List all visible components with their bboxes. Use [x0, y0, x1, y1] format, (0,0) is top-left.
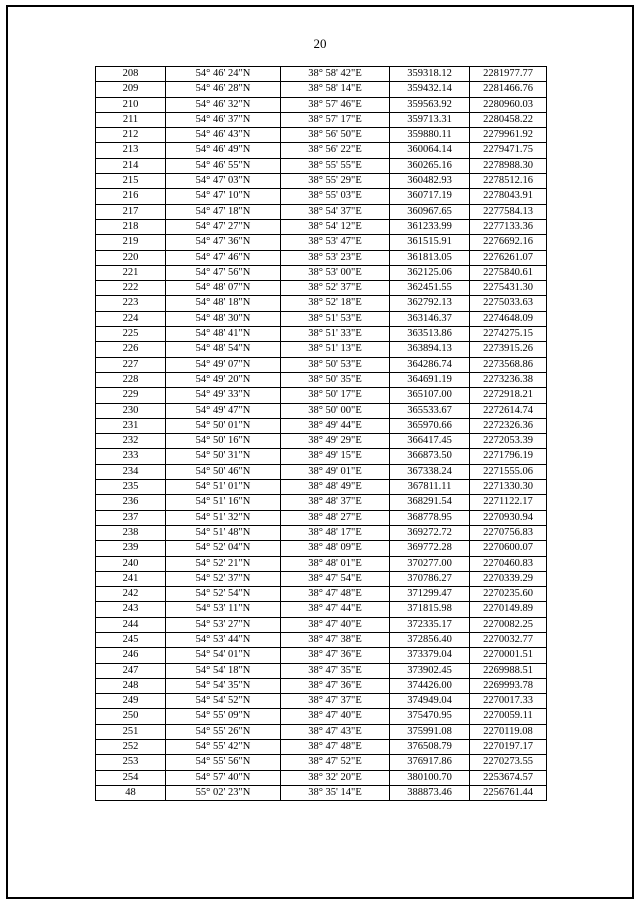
cell-point-number: 238	[96, 525, 166, 540]
cell-coordinate-x: 372335.17	[390, 617, 470, 632]
cell-longitude: 38° 54' 12"E	[281, 219, 390, 234]
cell-latitude: 54° 46' 28"N	[166, 82, 281, 97]
cell-coordinate-x: 376508.79	[390, 740, 470, 755]
table-row	[96, 235, 547, 250]
coordinate-table-body	[96, 67, 547, 801]
cell-point-number: 240	[96, 556, 166, 571]
cell-longitude: 38° 51' 13"E	[281, 342, 390, 357]
cell-point-number: 219	[96, 235, 166, 250]
cell-latitude: 54° 53' 44"N	[166, 632, 281, 647]
cell-coordinate-y: 2270339.29	[470, 571, 547, 586]
cell-coordinate-x: 361233.99	[390, 219, 470, 234]
cell-longitude: 38° 50' 53"E	[281, 357, 390, 372]
cell-coordinate-x: 369772.28	[390, 541, 470, 556]
table-row	[96, 204, 547, 219]
cell-point-number: 250	[96, 709, 166, 724]
cell-latitude: 54° 55' 42"N	[166, 740, 281, 755]
cell-latitude: 54° 48' 30"N	[166, 311, 281, 326]
cell-latitude: 54° 46' 55"N	[166, 158, 281, 173]
table-row	[96, 189, 547, 204]
table-row	[96, 571, 547, 586]
cell-longitude: 38° 55' 29"E	[281, 174, 390, 189]
cell-point-number: 214	[96, 158, 166, 173]
cell-coordinate-x: 376917.86	[390, 755, 470, 770]
cell-latitude: 54° 47' 46"N	[166, 250, 281, 265]
table-row	[96, 219, 547, 234]
table-row	[96, 327, 547, 342]
cell-latitude: 54° 46' 49"N	[166, 143, 281, 158]
cell-point-number: 226	[96, 342, 166, 357]
cell-longitude: 38° 48' 37"E	[281, 495, 390, 510]
table-row	[96, 480, 547, 495]
table-row	[96, 709, 547, 724]
cell-latitude: 54° 47' 18"N	[166, 204, 281, 219]
table-row	[96, 67, 547, 82]
cell-longitude: 38° 52' 18"E	[281, 296, 390, 311]
cell-coordinate-y: 2270756.83	[470, 525, 547, 540]
cell-coordinate-x: 365533.67	[390, 403, 470, 418]
table-row	[96, 418, 547, 433]
cell-coordinate-y: 2271555.06	[470, 464, 547, 479]
cell-coordinate-x: 373379.04	[390, 648, 470, 663]
cell-coordinate-y: 2270273.55	[470, 755, 547, 770]
cell-latitude: 54° 46' 43"N	[166, 128, 281, 143]
cell-latitude: 54° 51' 32"N	[166, 510, 281, 525]
cell-coordinate-y: 2275840.61	[470, 265, 547, 280]
cell-coordinate-x: 359713.31	[390, 112, 470, 127]
cell-latitude: 54° 49' 47"N	[166, 403, 281, 418]
cell-longitude: 38° 48' 49"E	[281, 480, 390, 495]
cell-latitude: 54° 48' 41"N	[166, 327, 281, 342]
table-row	[96, 785, 547, 800]
table-row	[96, 648, 547, 663]
cell-coordinate-y: 2275033.63	[470, 296, 547, 311]
cell-coordinate-y: 2270017.33	[470, 694, 547, 709]
cell-coordinate-y: 2270930.94	[470, 510, 547, 525]
cell-coordinate-x: 375991.08	[390, 724, 470, 739]
table-row	[96, 296, 547, 311]
cell-latitude: 54° 54' 52"N	[166, 694, 281, 709]
table-row	[96, 617, 547, 632]
cell-latitude: 54° 50' 16"N	[166, 434, 281, 449]
cell-point-number: 224	[96, 311, 166, 326]
cell-latitude: 54° 52' 04"N	[166, 541, 281, 556]
cell-latitude: 54° 53' 11"N	[166, 602, 281, 617]
cell-coordinate-x: 362125.06	[390, 265, 470, 280]
cell-coordinate-x: 359563.92	[390, 97, 470, 112]
table-row	[96, 250, 547, 265]
cell-coordinate-y: 2272918.21	[470, 388, 547, 403]
cell-longitude: 38° 55' 55"E	[281, 158, 390, 173]
cell-longitude: 38° 47' 44"E	[281, 602, 390, 617]
cell-coordinate-x: 360064.14	[390, 143, 470, 158]
cell-latitude: 54° 55' 09"N	[166, 709, 281, 724]
cell-latitude: 54° 52' 37"N	[166, 571, 281, 586]
cell-longitude: 38° 47' 52"E	[281, 755, 390, 770]
cell-latitude: 54° 51' 16"N	[166, 495, 281, 510]
cell-point-number: 208	[96, 67, 166, 82]
cell-longitude: 38° 58' 14"E	[281, 82, 390, 97]
cell-longitude: 38° 47' 48"E	[281, 587, 390, 602]
table-row	[96, 403, 547, 418]
cell-latitude: 54° 52' 21"N	[166, 556, 281, 571]
cell-point-number: 235	[96, 480, 166, 495]
cell-latitude: 54° 51' 48"N	[166, 525, 281, 540]
cell-latitude: 54° 50' 01"N	[166, 418, 281, 433]
cell-latitude: 54° 48' 07"N	[166, 281, 281, 296]
cell-coordinate-x: 372856.40	[390, 632, 470, 647]
cell-latitude: 54° 49' 33"N	[166, 388, 281, 403]
cell-longitude: 38° 58' 42"E	[281, 67, 390, 82]
cell-point-number: 253	[96, 755, 166, 770]
table-row	[96, 112, 547, 127]
cell-coordinate-x: 359432.14	[390, 82, 470, 97]
cell-coordinate-y: 2270119.08	[470, 724, 547, 739]
table-row	[96, 388, 547, 403]
cell-coordinate-y: 2270059.11	[470, 709, 547, 724]
cell-coordinate-y: 2273236.38	[470, 372, 547, 387]
cell-latitude: 54° 46' 24"N	[166, 67, 281, 82]
cell-coordinate-y: 2273568.86	[470, 357, 547, 372]
cell-longitude: 38° 53' 23"E	[281, 250, 390, 265]
cell-point-number: 233	[96, 449, 166, 464]
cell-coordinate-x: 359880.11	[390, 128, 470, 143]
cell-coordinate-x: 362792.13	[390, 296, 470, 311]
table-row	[96, 556, 547, 571]
cell-longitude: 38° 53' 00"E	[281, 265, 390, 280]
cell-coordinate-y: 2281977.77	[470, 67, 547, 82]
cell-longitude: 38° 51' 33"E	[281, 327, 390, 342]
cell-longitude: 38° 47' 37"E	[281, 694, 390, 709]
table-row	[96, 174, 547, 189]
cell-latitude: 54° 50' 31"N	[166, 449, 281, 464]
table-row	[96, 495, 547, 510]
cell-point-number: 236	[96, 495, 166, 510]
table-row	[96, 724, 547, 739]
table-row	[96, 311, 547, 326]
cell-latitude: 54° 55' 26"N	[166, 724, 281, 739]
cell-point-number: 213	[96, 143, 166, 158]
cell-point-number: 227	[96, 357, 166, 372]
cell-point-number: 234	[96, 464, 166, 479]
cell-longitude: 38° 47' 36"E	[281, 678, 390, 693]
cell-longitude: 38° 52' 37"E	[281, 281, 390, 296]
cell-longitude: 38° 49' 01"E	[281, 464, 390, 479]
cell-coordinate-x: 360265.16	[390, 158, 470, 173]
cell-latitude: 54° 51' 01"N	[166, 480, 281, 495]
cell-point-number: 232	[96, 434, 166, 449]
cell-longitude: 38° 47' 40"E	[281, 617, 390, 632]
coordinate-table	[95, 66, 547, 801]
cell-coordinate-x: 361515.91	[390, 235, 470, 250]
cell-point-number: 209	[96, 82, 166, 97]
cell-coordinate-y: 2270001.51	[470, 648, 547, 663]
table-row	[96, 525, 547, 540]
table-row	[96, 678, 547, 693]
cell-coordinate-x: 361813.05	[390, 250, 470, 265]
cell-coordinate-x: 373902.45	[390, 663, 470, 678]
cell-coordinate-x: 363894.13	[390, 342, 470, 357]
cell-point-number: 251	[96, 724, 166, 739]
table-row	[96, 587, 547, 602]
cell-point-number: 220	[96, 250, 166, 265]
cell-point-number: 247	[96, 663, 166, 678]
cell-coordinate-y: 2269993.78	[470, 678, 547, 693]
cell-latitude: 54° 47' 10"N	[166, 189, 281, 204]
cell-coordinate-y: 2271122.17	[470, 495, 547, 510]
table-row	[96, 755, 547, 770]
table-row	[96, 510, 547, 525]
cell-point-number: 228	[96, 372, 166, 387]
cell-latitude: 54° 54' 01"N	[166, 648, 281, 663]
cell-coordinate-y: 2270235.60	[470, 587, 547, 602]
table-row	[96, 281, 547, 296]
cell-point-number: 241	[96, 571, 166, 586]
cell-coordinate-x: 365970.66	[390, 418, 470, 433]
cell-longitude: 38° 47' 35"E	[281, 663, 390, 678]
cell-coordinate-y: 2278043.91	[470, 189, 547, 204]
cell-coordinate-y: 2256761.44	[470, 785, 547, 800]
cell-latitude: 54° 48' 18"N	[166, 296, 281, 311]
table-row	[96, 265, 547, 280]
cell-coordinate-y: 2274275.15	[470, 327, 547, 342]
cell-longitude: 38° 50' 17"E	[281, 388, 390, 403]
cell-coordinate-y: 2274648.09	[470, 311, 547, 326]
cell-coordinate-y: 2273915.26	[470, 342, 547, 357]
cell-coordinate-y: 2278512.16	[470, 174, 547, 189]
cell-longitude: 38° 57' 17"E	[281, 112, 390, 127]
cell-latitude: 54° 49' 20"N	[166, 372, 281, 387]
cell-point-number: 248	[96, 678, 166, 693]
cell-point-number: 245	[96, 632, 166, 647]
cell-longitude: 38° 47' 54"E	[281, 571, 390, 586]
cell-point-number: 215	[96, 174, 166, 189]
cell-latitude: 54° 46' 37"N	[166, 112, 281, 127]
table-row	[96, 449, 547, 464]
cell-coordinate-y: 2271330.30	[470, 480, 547, 495]
table-row	[96, 372, 547, 387]
cell-longitude: 38° 48' 27"E	[281, 510, 390, 525]
table-row	[96, 770, 547, 785]
cell-point-number: 221	[96, 265, 166, 280]
cell-coordinate-y: 2269988.51	[470, 663, 547, 678]
cell-longitude: 38° 48' 01"E	[281, 556, 390, 571]
cell-point-number: 254	[96, 770, 166, 785]
cell-point-number: 243	[96, 602, 166, 617]
cell-longitude: 38° 49' 29"E	[281, 434, 390, 449]
cell-coordinate-y: 2270600.07	[470, 541, 547, 556]
table-row	[96, 128, 547, 143]
cell-coordinate-x: 380100.70	[390, 770, 470, 785]
table-row	[96, 342, 547, 357]
cell-longitude: 38° 48' 17"E	[281, 525, 390, 540]
cell-coordinate-x: 368778.95	[390, 510, 470, 525]
cell-coordinate-x: 375470.95	[390, 709, 470, 724]
cell-longitude: 38° 54' 37"E	[281, 204, 390, 219]
cell-coordinate-y: 2270460.83	[470, 556, 547, 571]
cell-coordinate-x: 369272.72	[390, 525, 470, 540]
cell-latitude: 54° 49' 07"N	[166, 357, 281, 372]
cell-coordinate-y: 2278988.30	[470, 158, 547, 173]
cell-coordinate-x: 367338.24	[390, 464, 470, 479]
table-row	[96, 357, 547, 372]
cell-coordinate-y: 2277584.13	[470, 204, 547, 219]
cell-coordinate-x: 363146.37	[390, 311, 470, 326]
cell-coordinate-y: 2279471.75	[470, 143, 547, 158]
cell-point-number: 210	[96, 97, 166, 112]
cell-coordinate-y: 2272614.74	[470, 403, 547, 418]
cell-latitude: 55° 02' 23"N	[166, 785, 281, 800]
cell-point-number: 48	[96, 785, 166, 800]
cell-coordinate-x: 368291.54	[390, 495, 470, 510]
cell-latitude: 54° 54' 18"N	[166, 663, 281, 678]
cell-latitude: 54° 48' 54"N	[166, 342, 281, 357]
cell-coordinate-x: 364286.74	[390, 357, 470, 372]
cell-longitude: 38° 49' 15"E	[281, 449, 390, 464]
cell-point-number: 242	[96, 587, 166, 602]
cell-coordinate-y: 2253674.57	[470, 770, 547, 785]
cell-longitude: 38° 57' 46"E	[281, 97, 390, 112]
cell-coordinate-y: 2270032.77	[470, 632, 547, 647]
cell-point-number: 246	[96, 648, 166, 663]
cell-longitude: 38° 50' 35"E	[281, 372, 390, 387]
cell-latitude: 54° 47' 36"N	[166, 235, 281, 250]
cell-coordinate-y: 2277133.36	[470, 219, 547, 234]
table-row	[96, 740, 547, 755]
cell-longitude: 38° 55' 03"E	[281, 189, 390, 204]
cell-longitude: 38° 47' 40"E	[281, 709, 390, 724]
cell-longitude: 38° 47' 43"E	[281, 724, 390, 739]
table-row	[96, 632, 547, 647]
cell-longitude: 38° 48' 09"E	[281, 541, 390, 556]
table-row	[96, 434, 547, 449]
cell-coordinate-y: 2270082.25	[470, 617, 547, 632]
cell-coordinate-x: 360482.93	[390, 174, 470, 189]
cell-coordinate-x: 364691.19	[390, 372, 470, 387]
cell-point-number: 216	[96, 189, 166, 204]
cell-point-number: 231	[96, 418, 166, 433]
cell-latitude: 54° 54' 35"N	[166, 678, 281, 693]
cell-coordinate-x: 366417.45	[390, 434, 470, 449]
cell-coordinate-x: 388873.46	[390, 785, 470, 800]
cell-coordinate-x: 371299.47	[390, 587, 470, 602]
cell-coordinate-y: 2270197.17	[470, 740, 547, 755]
table-row	[96, 82, 547, 97]
cell-point-number: 229	[96, 388, 166, 403]
cell-longitude: 38° 56' 50"E	[281, 128, 390, 143]
cell-coordinate-y: 2276692.16	[470, 235, 547, 250]
cell-point-number: 230	[96, 403, 166, 418]
cell-point-number: 217	[96, 204, 166, 219]
cell-coordinate-y: 2270149.89	[470, 602, 547, 617]
cell-longitude: 38° 47' 48"E	[281, 740, 390, 755]
cell-longitude: 38° 49' 44"E	[281, 418, 390, 433]
cell-point-number: 252	[96, 740, 166, 755]
table-row	[96, 663, 547, 678]
cell-latitude: 54° 52' 54"N	[166, 587, 281, 602]
cell-coordinate-x: 365107.00	[390, 388, 470, 403]
cell-longitude: 38° 47' 38"E	[281, 632, 390, 647]
cell-coordinate-x: 363513.86	[390, 327, 470, 342]
cell-coordinate-y: 2280960.03	[470, 97, 547, 112]
cell-coordinate-y: 2271796.19	[470, 449, 547, 464]
cell-coordinate-x: 370277.00	[390, 556, 470, 571]
cell-coordinate-x: 374426.00	[390, 678, 470, 693]
cell-coordinate-y: 2275431.30	[470, 281, 547, 296]
cell-longitude: 38° 53' 47"E	[281, 235, 390, 250]
cell-point-number: 239	[96, 541, 166, 556]
cell-coordinate-x: 366873.50	[390, 449, 470, 464]
cell-point-number: 244	[96, 617, 166, 632]
cell-latitude: 54° 46' 32"N	[166, 97, 281, 112]
table-row	[96, 97, 547, 112]
table-row	[96, 694, 547, 709]
cell-longitude: 38° 32' 20"E	[281, 770, 390, 785]
cell-point-number: 237	[96, 510, 166, 525]
cell-coordinate-y: 2272053.39	[470, 434, 547, 449]
cell-longitude: 38° 50' 00"E	[281, 403, 390, 418]
cell-coordinate-y: 2279961.92	[470, 128, 547, 143]
cell-longitude: 38° 35' 14"E	[281, 785, 390, 800]
table-row	[96, 602, 547, 617]
cell-coordinate-x: 370786.27	[390, 571, 470, 586]
cell-coordinate-y: 2276261.07	[470, 250, 547, 265]
table-row	[96, 541, 547, 556]
table-row	[96, 158, 547, 173]
cell-coordinate-y: 2272326.36	[470, 418, 547, 433]
cell-point-number: 211	[96, 112, 166, 127]
cell-longitude: 38° 56' 22"E	[281, 143, 390, 158]
cell-point-number: 222	[96, 281, 166, 296]
cell-point-number: 212	[96, 128, 166, 143]
cell-coordinate-x: 367811.11	[390, 480, 470, 495]
cell-longitude: 38° 47' 36"E	[281, 648, 390, 663]
cell-coordinate-x: 371815.98	[390, 602, 470, 617]
cell-point-number: 249	[96, 694, 166, 709]
cell-latitude: 54° 47' 03"N	[166, 174, 281, 189]
cell-latitude: 54° 47' 56"N	[166, 265, 281, 280]
page-number: 20	[313, 36, 327, 51]
cell-point-number: 223	[96, 296, 166, 311]
cell-latitude: 54° 50' 46"N	[166, 464, 281, 479]
cell-latitude: 54° 57' 40"N	[166, 770, 281, 785]
cell-point-number: 218	[96, 219, 166, 234]
cell-coordinate-x: 359318.12	[390, 67, 470, 82]
cell-coordinate-x: 374949.04	[390, 694, 470, 709]
cell-longitude: 38° 51' 53"E	[281, 311, 390, 326]
cell-latitude: 54° 47' 27"N	[166, 219, 281, 234]
cell-coordinate-y: 2281466.76	[470, 82, 547, 97]
cell-point-number: 225	[96, 327, 166, 342]
table-row	[96, 464, 547, 479]
cell-latitude: 54° 55' 56"N	[166, 755, 281, 770]
cell-coordinate-x: 360967.65	[390, 204, 470, 219]
cell-coordinate-x: 362451.55	[390, 281, 470, 296]
cell-coordinate-y: 2280458.22	[470, 112, 547, 127]
cell-coordinate-x: 360717.19	[390, 189, 470, 204]
table-row	[96, 143, 547, 158]
cell-latitude: 54° 53' 27"N	[166, 617, 281, 632]
